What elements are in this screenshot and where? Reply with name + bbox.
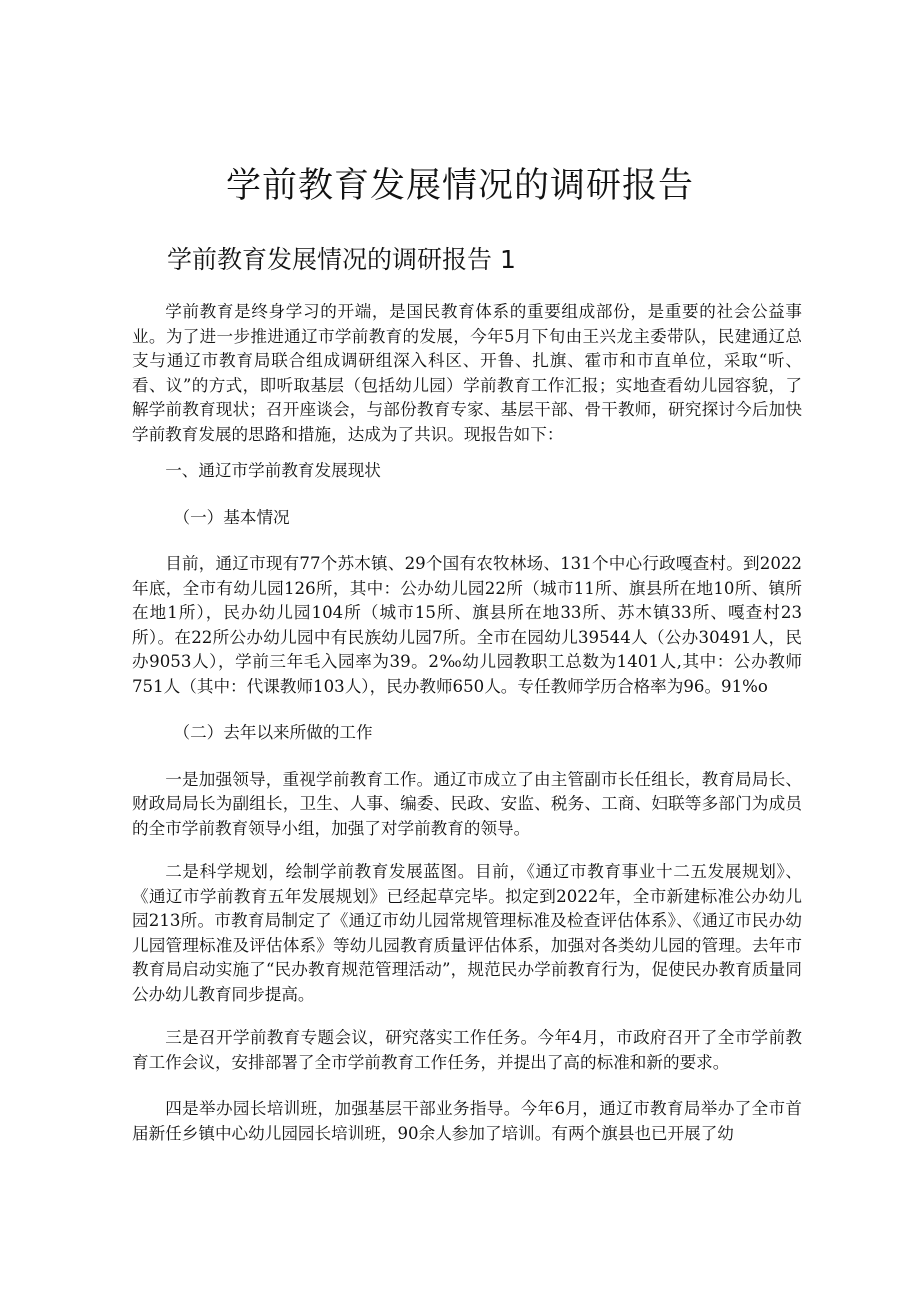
document-subtitle: 学前教育发展情况的调研报告 1 bbox=[167, 245, 516, 274]
subsection-heading-basic-info: （一）基本情况 bbox=[173, 507, 290, 527]
document-body bbox=[132, 300, 802, 1146]
work-paragraph-4: 四是举办园长培训班，加强基层干部业务指导。今年6月，通辽市教育局举办了全市首届新任乡镇中心幼儿园园长培训班，90余人参加了培训。有两个旗县也已开展了幼 bbox=[132, 1099, 802, 1143]
intro-paragraph: 学前教育是终身学习的开端，是国民教育体系的重要组成部份，是重要的社会公益事业。为了进一步推进通辽市学前教育的发展，今年5月下旬由王兴龙主委带队，民建通辽总支与通辽市教育局联合组成调研组深入科区、开鲁、扎旗、霍市和市直单位，采取“听、看、议”的方式，即听取基层（包括幼儿园）学前教育工作汇报；实地查看幼儿园容貌，了解学前教育现状；召开座谈会，与部份教育专家、基层干部、骨干教师，研究探讨今后加快学前教育发展的思路和措施，达成为了共识。现报告如下： bbox=[132, 302, 802, 444]
subsection-heading-work-done: （二）去年以来所做的工作 bbox=[173, 723, 373, 742]
basic-info-paragraph: 目前，通辽市现有77个苏木镇、29个国有农牧林场、131个中心行政嘎查村。到2022年底，全市有幼儿园126所，其中：公办幼儿园22所（城市11所、旗县所在地10所、镇所在地1所），民办幼儿园104所（城市15所、旗县所在地33所、苏木镇33所、嘎查村23所）。在22所公办幼儿园中有民族幼儿园7所。全市在园幼儿39544人（公办30491人，民办9053人），学前三年毛入园率为39。2‰幼儿园教职工总数为1401人,其中：公办教师751人（其中：代课教师103人），民办教师650人。专任教师学历合格率为96。91%o bbox=[132, 554, 802, 696]
work-paragraph-3: 三是召开学前教育专题会议，研究落实工作任务。今年4月，市政府召开了全市学前教育工作会议，安排部署了全市学前教育工作任务，并提出了高的标准和新的要求。 bbox=[132, 1028, 802, 1072]
section-heading-1: 一、通辽市学前教育发展现状 bbox=[165, 461, 381, 480]
document-title: 学前教育发展情况的调研报告 bbox=[225, 166, 694, 206]
work-paragraph-2: 二是科学规划，绘制学前教育发展蓝图。目前，《通辽市教育事业十二五发展规划》、《通辽市学前教育五年发展规划》已经起草完毕。拟定到2022年，全市新建标准公办幼儿园213所。市教育局制定了《通辽市幼儿园常规管理标准及检查评估体系》、《通辽市民办幼儿园管理标准及评估体系》等幼儿园教育质量评估体系，加强对各类幼儿园的管理。去年市教育局启动实施了“民办教育规范管理活动”，规范民办学前教育行为，促使民办教育质量同公办幼儿教育同步提高。 bbox=[132, 862, 802, 1004]
work-paragraph-1: 一是加强领导，重视学前教育工作。通辽市成立了由主管副市长任组长，教育局局长、财政局局长为副组长，卫生、人事、编委、民政、安监、税务、工商、妇联等多部门为成员的全市学前教育领导小组，加强了对学前教育的领导。 bbox=[132, 769, 802, 838]
